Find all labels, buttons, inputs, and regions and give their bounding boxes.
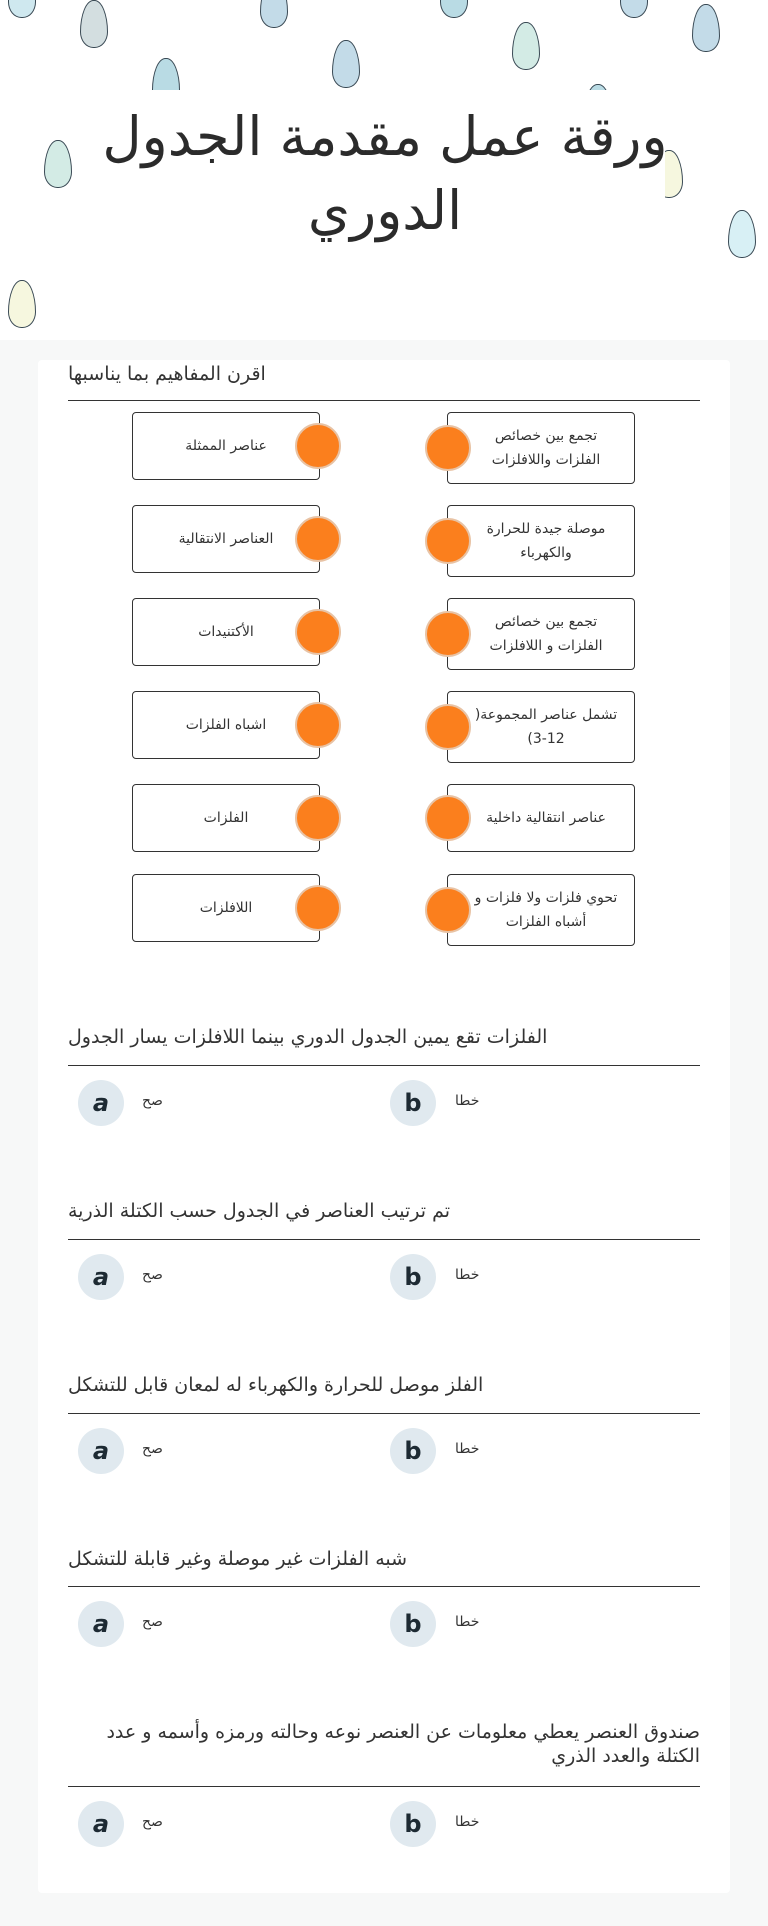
match-left-label: عناصر الممثلة (185, 438, 267, 454)
option-a-label[interactable]: صح (142, 1814, 163, 1830)
match-right-label: تجمع بين خصائص الفلزات واللافلزات (491, 428, 601, 468)
match-left-item[interactable] (132, 505, 320, 573)
match-connector-dot[interactable] (295, 516, 341, 562)
option-b-label[interactable]: خطا (455, 1441, 480, 1457)
match-connector-dot[interactable] (425, 704, 471, 750)
option-letter: b (404, 1089, 422, 1117)
match-connector-dot[interactable] (295, 609, 341, 655)
raindrop-decoration (260, 0, 288, 28)
option-b-label[interactable]: خطا (455, 1814, 480, 1830)
raindrop-decoration (620, 0, 648, 18)
question-divider (68, 1586, 700, 1587)
match-connector-dot[interactable] (425, 795, 471, 841)
match-right-label: عناصر انتقالية داخلية (486, 810, 606, 826)
matching-divider (68, 400, 700, 401)
option-b-button[interactable] (390, 1801, 436, 1847)
question-4-text: شبه الفلزات غير موصلة وغير قابلة للتشكل (68, 1548, 408, 1570)
matching-prompt (68, 362, 700, 386)
question-3-text: الفلز موصل للحرارة والكهرباء له لمعان قابل للتشكل (68, 1374, 484, 1396)
option-letter: a (92, 1089, 110, 1117)
match-right-label: تحوي فلزات ولا فلزات و أشباه الفلزات (474, 890, 618, 930)
raindrop-decoration (728, 210, 756, 258)
match-right-item[interactable] (447, 874, 635, 946)
option-letter: b (404, 1437, 422, 1465)
match-connector-dot[interactable] (295, 702, 341, 748)
match-left-label: الأكتنيدات (198, 624, 254, 640)
raindrop-decoration (332, 40, 360, 88)
match-connector-dot[interactable] (425, 611, 471, 657)
match-connector-dot[interactable] (425, 887, 471, 933)
option-letter: a (92, 1437, 110, 1465)
option-letter: a (92, 1810, 110, 1838)
match-connector-dot[interactable] (295, 795, 341, 841)
match-connector-dot[interactable] (295, 885, 341, 931)
match-left-item[interactable] (132, 412, 320, 480)
match-left-item[interactable] (132, 874, 320, 942)
match-right-item[interactable] (447, 691, 635, 763)
question-divider (68, 1413, 700, 1414)
match-right-item[interactable] (447, 412, 635, 484)
option-a-button[interactable] (78, 1254, 124, 1300)
match-left-item[interactable] (132, 598, 320, 666)
raindrop-decoration (80, 0, 108, 48)
match-left-item[interactable] (132, 691, 320, 759)
question-divider (68, 1239, 700, 1240)
raindrop-decoration (692, 4, 720, 52)
match-connector-dot[interactable] (295, 423, 341, 469)
option-a-button[interactable] (78, 1801, 124, 1847)
option-a-label[interactable]: صح (142, 1614, 163, 1630)
option-b-button[interactable] (390, 1254, 436, 1300)
match-right-label: تجمع بين خصائص الفلزات و اللافلزات (489, 614, 603, 654)
question-text (68, 1199, 700, 1223)
option-a-button[interactable] (78, 1601, 124, 1647)
option-b-label[interactable]: خطا (455, 1093, 480, 1109)
option-b-button[interactable] (390, 1080, 436, 1126)
question-text (68, 1547, 700, 1571)
raindrop-decoration (512, 22, 540, 70)
option-a-label[interactable]: صح (142, 1267, 163, 1283)
option-a-button[interactable] (78, 1080, 124, 1126)
option-letter: b (404, 1610, 422, 1638)
option-letter: b (404, 1263, 422, 1291)
match-right-label: موصلة جيدة للحرارة والكهرباء (486, 521, 606, 561)
raindrop-decoration (8, 280, 36, 328)
question-divider (68, 1786, 700, 1787)
match-connector-dot[interactable] (425, 425, 471, 471)
matching-prompt-text: اقرن المفاهيم بما يناسبها (68, 363, 266, 385)
question-1-text: الفلزات تقع يمين الجدول الدوري بينما اللافلزات يسار الجدول (68, 1026, 548, 1048)
option-b-label[interactable]: خطا (455, 1267, 480, 1283)
match-connector-dot[interactable] (425, 518, 471, 564)
raindrop-decoration (8, 0, 36, 18)
match-right-label: تشمل عناصر المجموعة( 12-3) (474, 707, 618, 747)
option-a-label[interactable]: صح (142, 1093, 163, 1109)
option-b-button[interactable] (390, 1601, 436, 1647)
match-right-item[interactable] (447, 598, 635, 670)
question-2-text: تم ترتيب العناصر في الجدول حسب الكتلة الذرية (68, 1200, 451, 1222)
question-text (68, 1373, 700, 1397)
option-a-button[interactable] (78, 1428, 124, 1474)
question-divider (68, 1065, 700, 1066)
worksheet-card (38, 360, 730, 1893)
question-text (68, 1025, 700, 1049)
match-right-item[interactable] (447, 505, 635, 577)
option-letter: a (92, 1263, 110, 1291)
raindrop-decoration (440, 0, 468, 18)
match-left-label: اشباه الفلزات (185, 717, 267, 733)
question-5-text: صندوق العنصر يعطي معلومات عن العنصر نوعه وحالته ورمزه وأسمه و عدد الكتلة والعدد الذري (106, 1721, 700, 1767)
match-right-item[interactable] (447, 784, 635, 852)
match-left-label: اللافلزات (199, 900, 253, 916)
question-text (68, 1720, 700, 1768)
header-banner (0, 0, 768, 340)
match-left-label: العناصر الانتقالية (178, 531, 274, 547)
match-left-item[interactable] (132, 784, 320, 852)
option-a-label[interactable]: صح (142, 1441, 163, 1457)
option-letter: a (92, 1610, 110, 1638)
match-left-label: الفلزات (203, 810, 249, 826)
option-b-label[interactable]: خطا (455, 1614, 480, 1630)
page-title: ورقة عمل مقدمة الجدول الدوري (102, 105, 668, 242)
option-b-button[interactable] (390, 1428, 436, 1474)
raindrop-decoration (44, 140, 72, 188)
option-letter: b (404, 1810, 422, 1838)
